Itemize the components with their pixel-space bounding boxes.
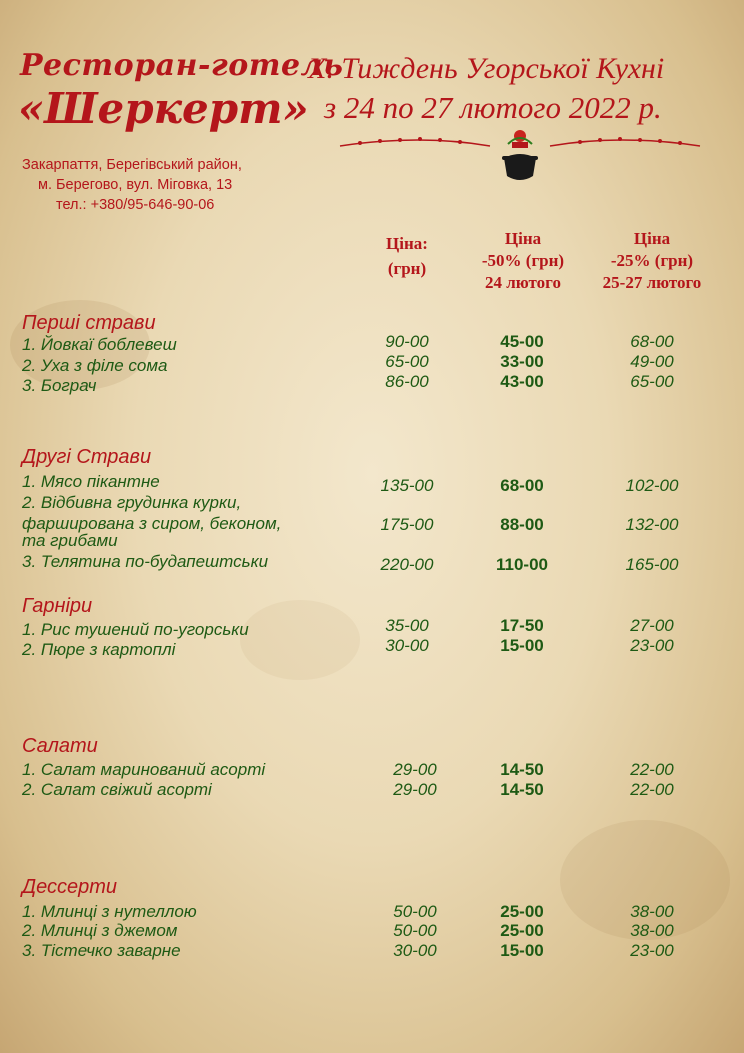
menu-item-price-25: 23-00 <box>630 941 674 960</box>
menu-item-price: 50-00 <box>393 902 437 921</box>
menu-item-price: 35-00 <box>385 616 429 635</box>
restaurant-name-line1: Ресторан-готель <box>20 48 344 83</box>
menu-item-name: 2. Млинці з джемом <box>22 921 178 940</box>
menu-item-price-50: 25-00 <box>500 921 544 940</box>
menu-item-name: 1. Мясо пікантне <box>22 472 160 491</box>
menu-item-price-50: 110-00 <box>496 555 548 574</box>
menu-item-price-25: 132-00 <box>625 515 679 534</box>
menu-item-price-50: 45-00 <box>500 332 544 351</box>
menu-item-price-25: 38-00 <box>630 902 674 921</box>
header-regular-price: Ціна: (грн) <box>386 234 428 278</box>
menu-item-price-25: 22-00 <box>630 780 674 799</box>
menu-item-price: 86-00 <box>385 372 429 391</box>
menu-item-price-50: 33-00 <box>500 352 544 371</box>
section-title-desserts: Дессерти <box>22 876 118 898</box>
paper-stain <box>240 600 360 680</box>
menu-item-name: 1. Рис тушений по-угорськи <box>22 620 249 639</box>
menu-item-price-50: 25-00 <box>500 902 544 921</box>
menu-item-price-50: 88-00 <box>500 515 544 534</box>
menu-item-price-50: 14-50 <box>500 780 544 799</box>
menu-item-price: 50-00 <box>393 921 437 940</box>
menu-item-price: 90-00 <box>385 332 429 351</box>
menu-item-name: 3. Тістечко заварне <box>22 941 181 960</box>
folk-ornament-divider <box>330 128 710 190</box>
section-title-sides: Гарніри <box>22 595 93 617</box>
address-line-region: Закарпаття, Берегівський район, <box>22 157 242 173</box>
menu-item-price-25: 68-00 <box>630 332 674 351</box>
menu-item-price: 220-00 <box>380 555 434 574</box>
menu-item-name-cont: фаршированa з сиром, беконом, <box>22 514 282 533</box>
menu-item-price-25: 49-00 <box>630 352 674 371</box>
restaurant-name-line2: «Шеркерт» <box>18 84 309 133</box>
menu-item-price: 30-00 <box>385 636 429 655</box>
menu-item-price-50: 15-00 <box>500 636 544 655</box>
section-title-main-courses: Другі Страви <box>22 446 152 468</box>
menu-item-price-25: 65-00 <box>630 372 674 391</box>
menu-item-price: 30-00 <box>393 941 437 960</box>
event-title: Х. Тиждень Угорської Кухні <box>308 52 665 85</box>
menu-item-price-50: 14-50 <box>500 760 544 779</box>
menu-item-price: 65-00 <box>385 352 429 371</box>
menu-item-name: 2. Уха з філе сома <box>22 356 168 375</box>
section-title-salads: Салати <box>22 735 98 757</box>
menu-item-name: 1. Салат маринований асорті <box>22 760 266 779</box>
menu-item-price: 135-00 <box>380 476 434 495</box>
menu-item-name-cont: та грибами <box>22 531 118 550</box>
menu-item-price-25: 38-00 <box>630 921 674 940</box>
menu-item-name: 3. Бограч <box>22 376 97 395</box>
menu-item-name: 2. Салат свіжий асорті <box>22 780 212 799</box>
menu-item-price-50: 17-50 <box>500 616 544 635</box>
menu-item-price-25: 165-00 <box>625 555 679 574</box>
menu-item-price: 29-00 <box>393 760 437 779</box>
menu-item-price-25: 102-00 <box>625 476 679 495</box>
menu-item-price-25: 22-00 <box>630 760 674 779</box>
menu-item-price: 175-00 <box>380 515 434 534</box>
menu-item-price-25: 23-00 <box>630 636 674 655</box>
menu-item-price-50: 15-00 <box>500 941 544 960</box>
menu-item-price-50: 68-00 <box>500 476 544 495</box>
menu-item-name: 2. Пюре з картоплі <box>22 640 176 659</box>
header-discount-25: Ціна -25% (грн) 25-27 лютого <box>602 229 702 292</box>
menu-item-name: 2. Відбивна грудинка курки, <box>22 493 242 512</box>
header-discount-50: Ціна -50% (грн) 24 лютого <box>481 229 565 292</box>
menu-item-name: 1. Йовкаї боблевеш <box>22 335 177 354</box>
address-line-street: м. Берегово, вул. Міговка, 13 <box>38 177 233 193</box>
menu-item-price-50: 43-00 <box>500 372 544 391</box>
menu-item-price: 29-00 <box>393 780 437 799</box>
menu-item-name: 3. Телятина по-будапештськи <box>22 552 269 571</box>
goulash-cauldron-icon <box>502 130 538 180</box>
section-title-first-courses: Перші страви <box>22 312 156 334</box>
phone-number: тел.: +380/95-646-90-06 <box>56 197 215 213</box>
menu-item-name: 1. Млинці з нутеллою <box>22 902 197 921</box>
event-dates: з 24 по 27 лютого 2022 р. <box>324 90 662 125</box>
menu-item-price-25: 27-00 <box>630 616 674 635</box>
